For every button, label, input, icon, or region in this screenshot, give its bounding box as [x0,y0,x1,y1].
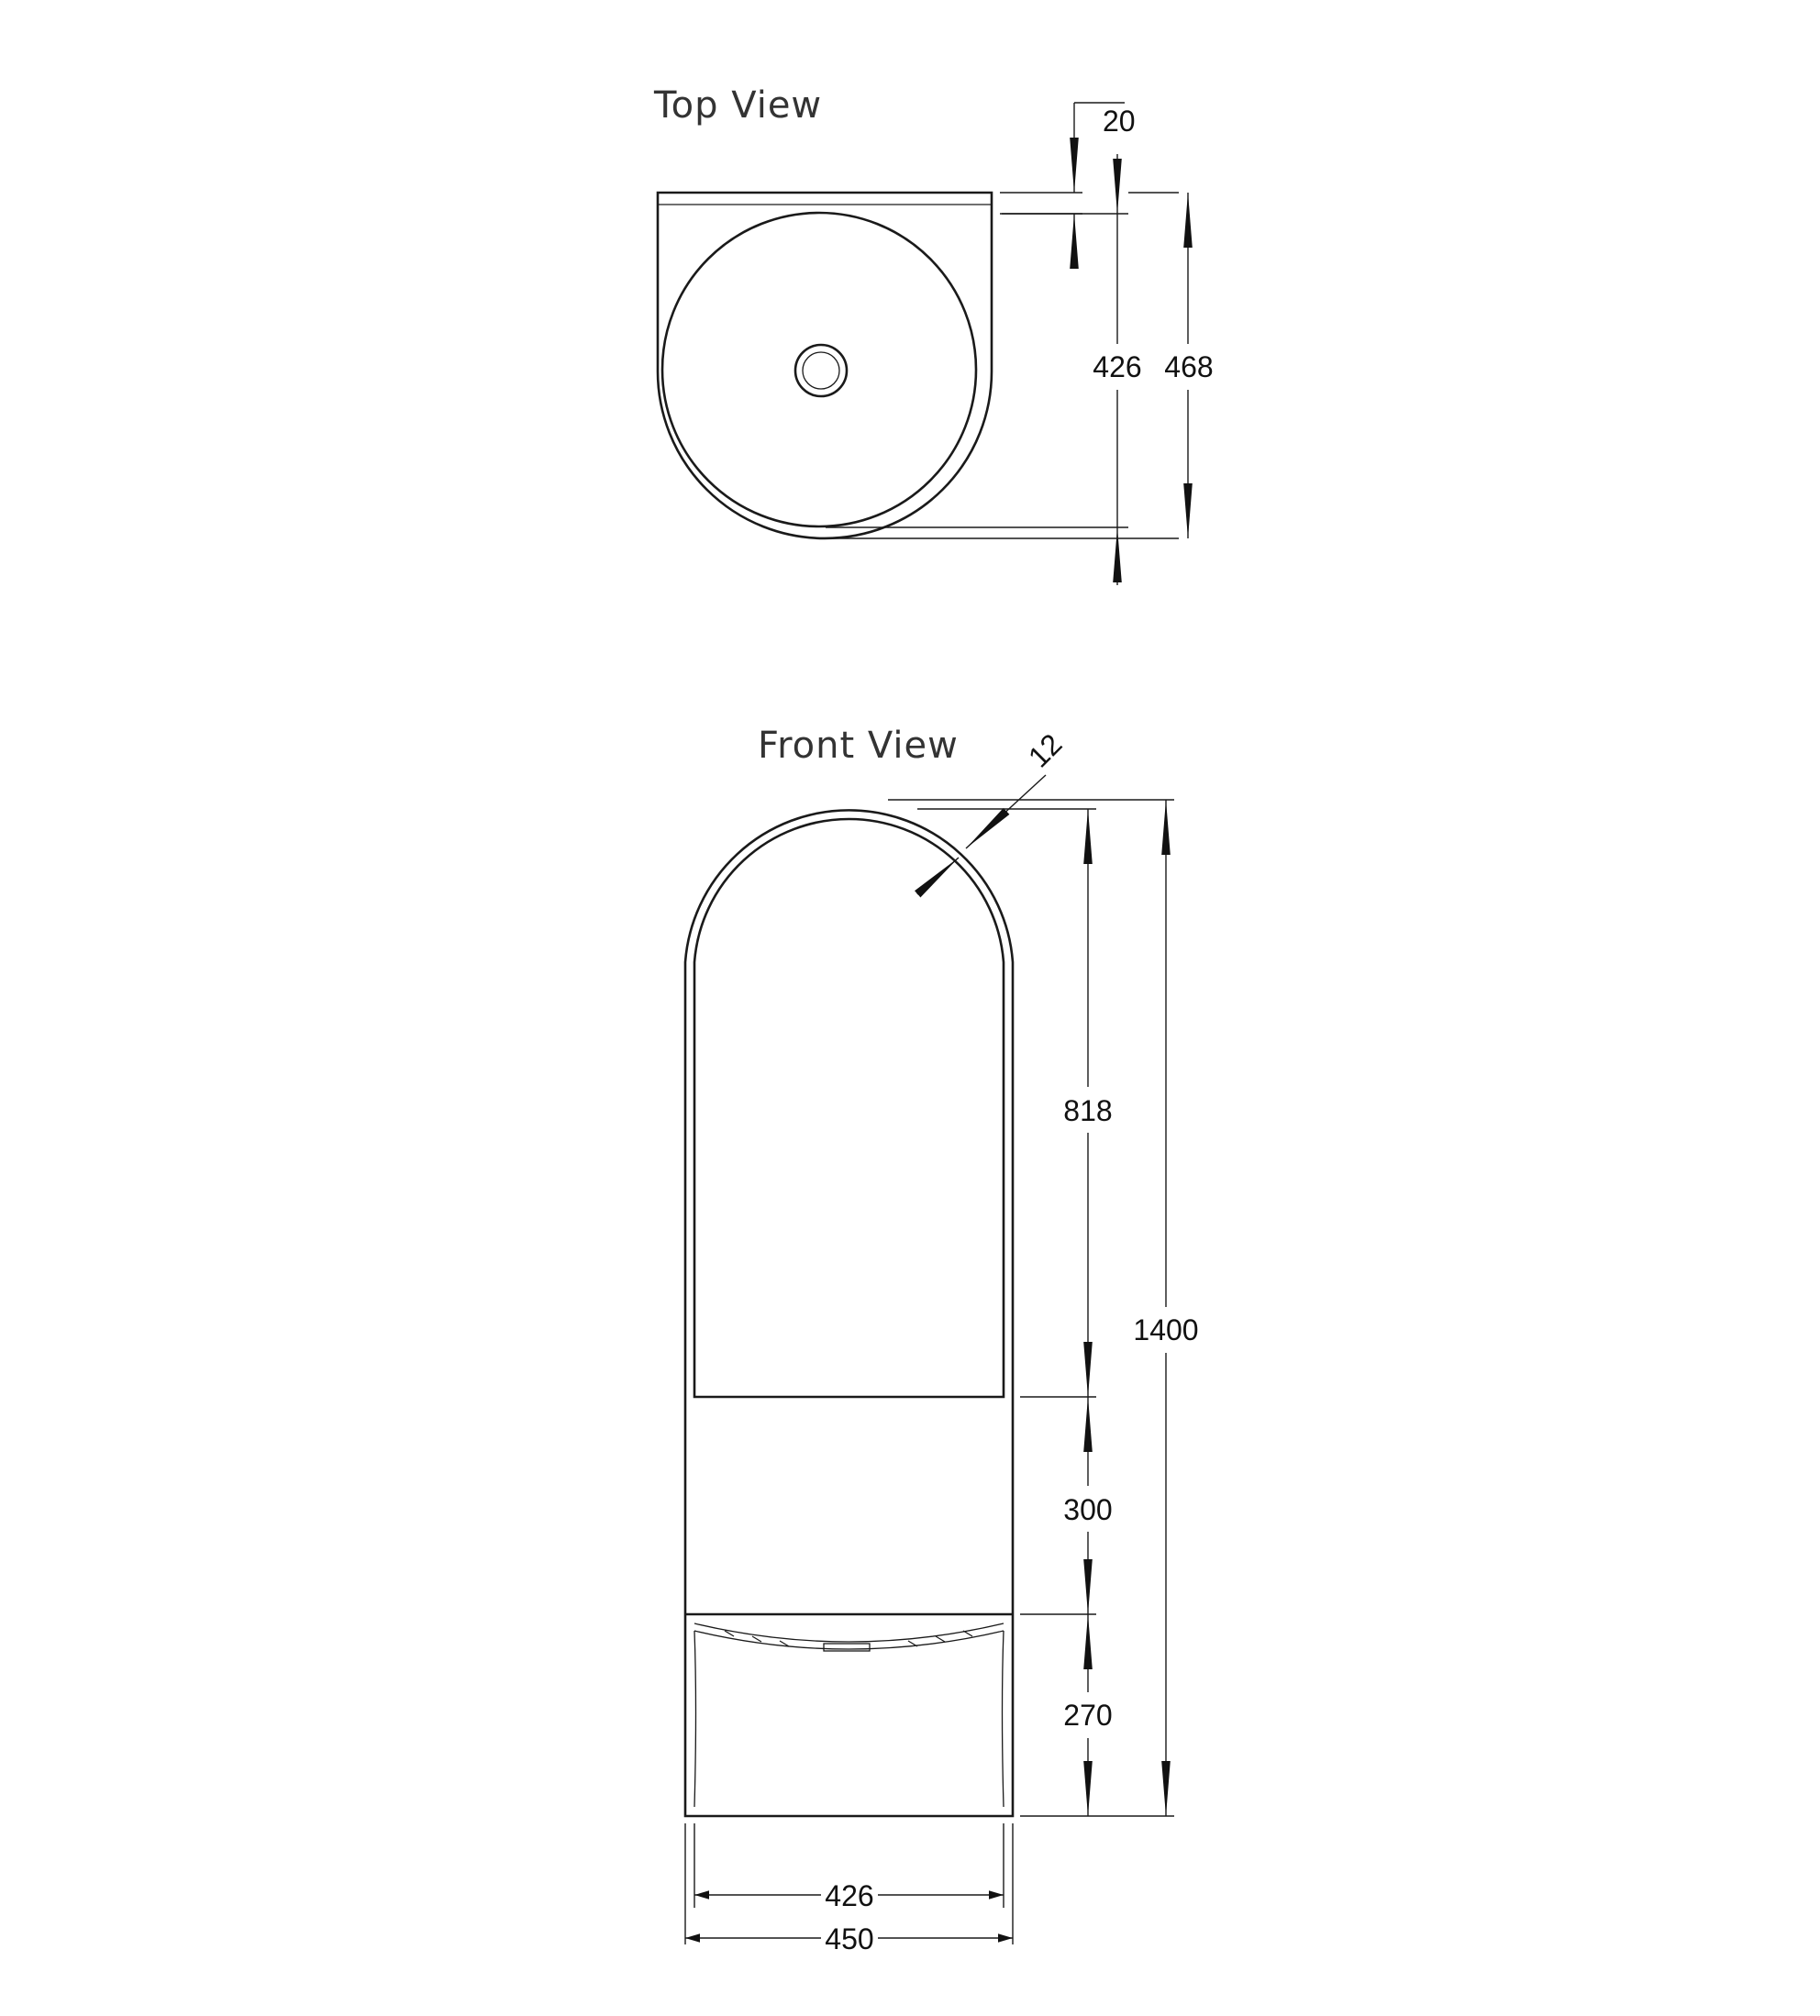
front-view [685,725,1199,1955]
lip-dim-label: 20 [1103,105,1136,138]
front-view-cabinet-outline [685,810,1013,1816]
basin-drain-slot [824,1644,870,1651]
mirror-panel [694,819,1004,1397]
total-height-dim-label: 1400 [1133,1313,1199,1346]
dim-middle [1063,1397,1112,1614]
cabinet-outer-edge [685,810,1013,1816]
bowl-circle [662,213,976,526]
upper-dim-label: 818 [1063,1094,1113,1127]
basin-side-left [694,1631,696,1807]
dim-inner-width [694,1879,1004,1912]
cabinet-wall-inner-line [694,819,1004,962]
front-view-title: Front View [758,725,959,767]
inner-depth-dim-label: 426 [1093,350,1142,383]
outer-width-dim-label: 450 [825,1922,874,1955]
dim-lip [1000,103,1136,248]
basin-outer-edge [658,193,992,538]
inner-width-dim-label: 426 [825,1879,874,1912]
basin-bowl-curve-upper [694,1623,1004,1642]
top-view-title: Top View [654,84,823,127]
basin-bowl-curve-lower [694,1631,1004,1649]
dim-total-height [1133,800,1198,1816]
wall-arrow-inner [917,858,959,894]
middle-dim-label: 300 [1063,1493,1113,1526]
outer-depth-dim-label: 468 [1164,350,1214,383]
dim-outer-width [685,1922,1013,1955]
top-view-basin-outline [658,193,992,538]
dim-inner-depth [826,154,1142,585]
top-view [653,84,1214,585]
dim-upper [1063,809,1112,1397]
dim-lower [1063,1614,1112,1816]
lower-dim-label: 270 [1063,1699,1113,1732]
basin-side-right [1003,1631,1004,1807]
drain-inner-icon [803,352,839,389]
dim-outer-depth [825,193,1214,538]
wall-dim-label: 12 [1021,726,1069,774]
wall-arrow-outer [966,775,1046,848]
